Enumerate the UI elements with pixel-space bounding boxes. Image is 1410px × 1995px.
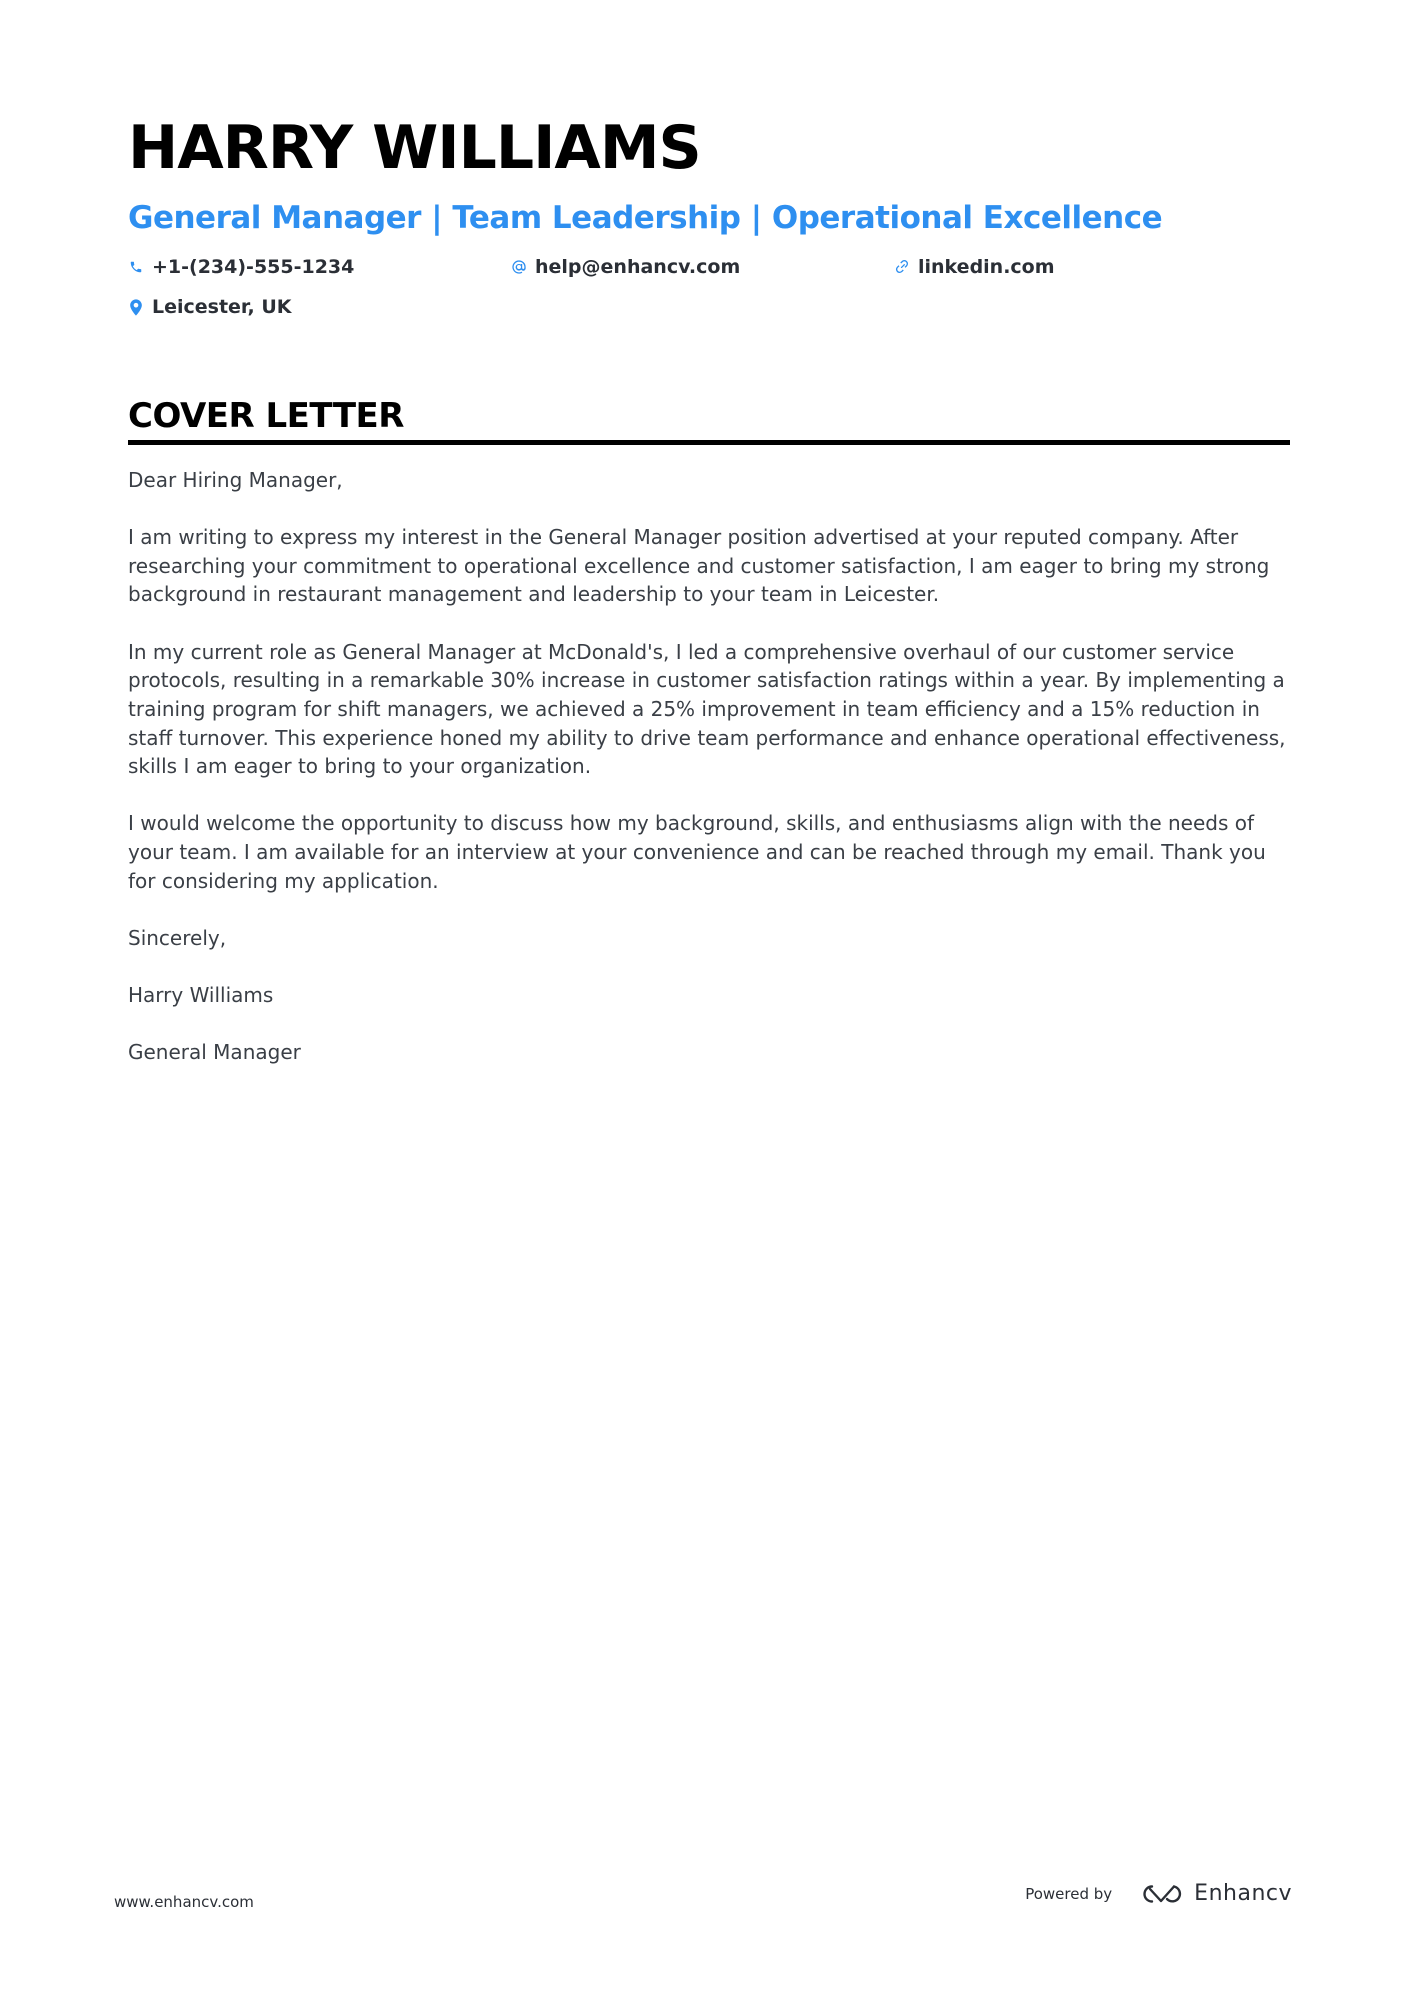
section-title: COVER LETTER (128, 396, 404, 436)
signature-title: General Manager (128, 1040, 301, 1065)
phone-icon (128, 258, 144, 276)
brand-name: Enhancv (1194, 1881, 1292, 1906)
letter-paragraph: In my current role as General Manager at McDonald's, I led a comprehensive overhaul of our customer service protocols, resulting in a remarkable 30% increase in customer satisfaction ratings within a year. By implementing a training program for shift managers, we achieved a 25% improvement in team efficiency and a 15% reduction in staff turnover. This experience honed my ability to drive team performance and enhance operational effectiveness, skills I am eager to bring to your organization. (128, 639, 1286, 779)
candidate-name: HARRY WILLIAMS (128, 113, 701, 183)
resume-header (128, 112, 1290, 320)
contact-info (128, 254, 1290, 320)
section-divider (128, 440, 1290, 445)
letter-paragraph: I would welcome the opportunity to discuss how my background, skills, and enthusiasms align with the needs of your team. I am available for an interview at your convenience and can be reached through my email. Thank you for considering my application. (128, 811, 1266, 893)
email-address: help@enhancv.com (535, 256, 741, 278)
contact-phone[interactable] (128, 254, 511, 280)
letter-greeting: Dear Hiring Manager, (128, 468, 343, 492)
letter-body (128, 466, 1290, 1096)
letter-closing: Sincerely, (128, 925, 227, 950)
candidate-headline: General Manager | Team Leadership | Operational Excellence (128, 200, 1163, 236)
location-pin-icon (128, 298, 144, 316)
phone-number: +1-(234)-555-1234 (152, 256, 355, 278)
link-icon (894, 258, 910, 276)
cover-letter-section (128, 394, 1290, 445)
location-text: Leicester, UK (152, 296, 292, 318)
contact-location (128, 294, 511, 320)
at-icon (511, 258, 527, 276)
signature-name: Harry Williams (128, 983, 274, 1008)
powered-by-label: Powered by (1025, 1884, 1113, 1903)
footer-website[interactable]: www.enhancv.com (114, 1893, 254, 1911)
contact-linkedin[interactable] (894, 254, 1277, 280)
enhancv-logo-icon (1138, 1882, 1184, 1906)
letter-paragraph: I am writing to express my interest in the General Manager position advertised at your reputed company. After researching your commitment to operational excellence and customer satisfaction, I am eager to bring my strong background in restaurant management and leadership to your team in Leicester. (128, 525, 1270, 607)
linkedin-url: linkedin.com (918, 256, 1055, 278)
footer-branding[interactable] (1025, 1881, 1292, 1906)
contact-email[interactable] (511, 254, 894, 280)
